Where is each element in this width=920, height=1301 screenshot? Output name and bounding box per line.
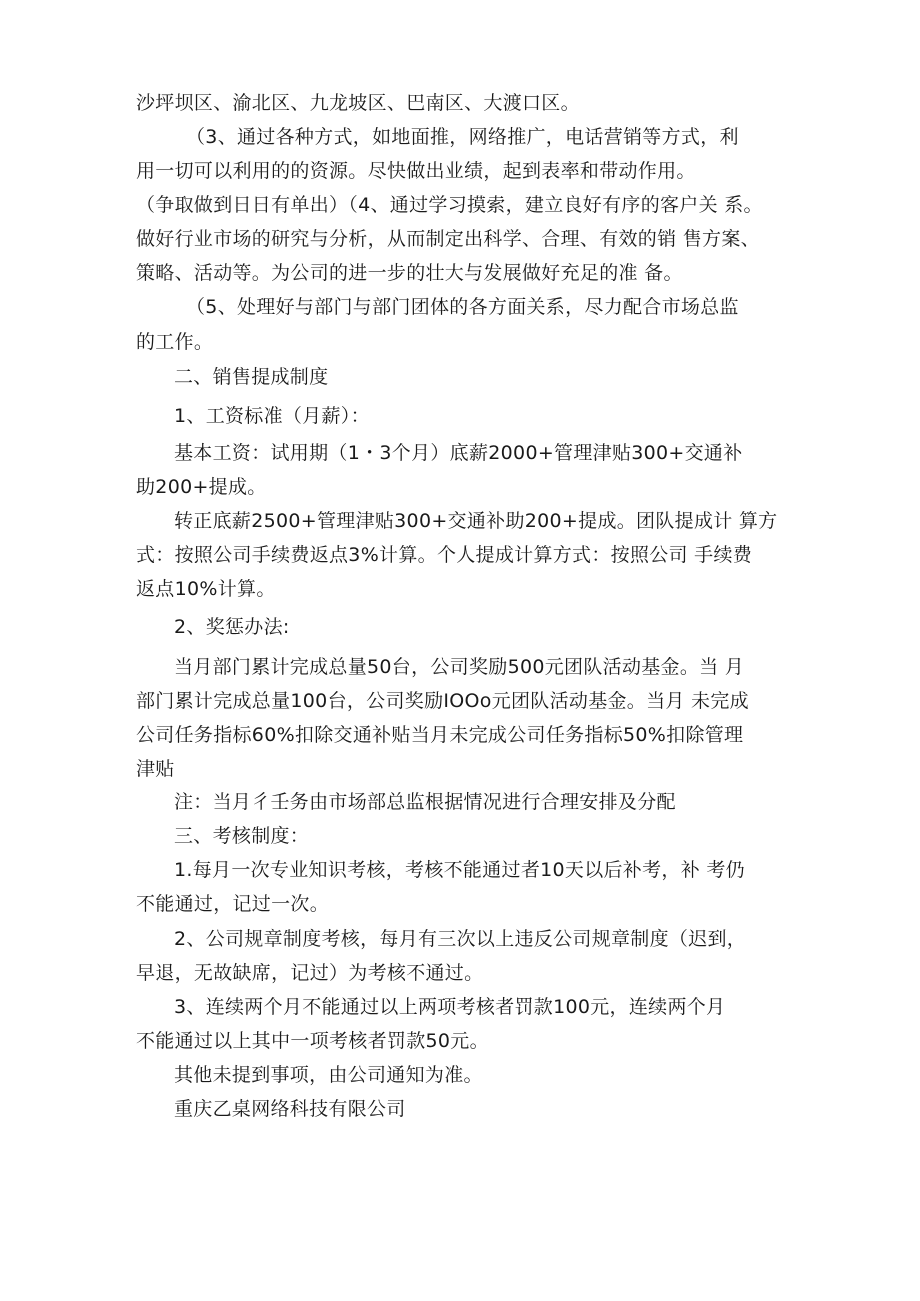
subsection-heading: 1、工资标准（月薪）：	[174, 405, 370, 427]
text-line: 部门累计完成总量100台，公司奖励IOOo元团队活动基金。当月 未完成	[136, 690, 749, 712]
text-line: （争取做到日日有单出）（4、通过学习摸索，建立良好有序的客户关 系。	[136, 194, 763, 216]
subsection-heading: 2、奖惩办法:	[174, 616, 290, 638]
text-line: 做好行业市场的研究与分析，从而制定出科学、合理、有效的销 售方案、	[136, 228, 760, 250]
text-line: 用一切可以利用的的资源。尽快做出业绩，起到表率和带动作用。	[136, 160, 696, 182]
text-line: 3、连续两个月不能通过以上两项考核者罚款100元，连续两个月	[174, 996, 726, 1018]
text-line: 当月部门累计完成总量50台，公司奖励500元团队活动基金。当 月	[174, 656, 745, 678]
text-line: 公司任务指标60%扣除交通补贴当月未完成公司任务指标50%扣除管理	[136, 724, 744, 746]
text-line: 助200+提成。	[136, 476, 267, 498]
text-line: 不能通过，记过一次。	[136, 893, 330, 915]
text-line: 2、公司规章制度考核，每月有三次以上违反公司规章制度（迟到，	[174, 928, 747, 950]
note-line: 注：当月彳壬务由市场部总监根据情况进行合理安排及分配	[174, 791, 676, 813]
text-line: 沙坪坝区、渝北区、九龙坡区、巴南区、大渡口区。	[136, 92, 580, 114]
section-heading: 二、销售提成制度	[174, 366, 329, 388]
text-line: （3、通过各种方式，如地面推，网络推广，电话营销等方式，利	[186, 126, 739, 148]
text-line: 基本工资：试用期（1・3个月）底薪2000+管理津贴300+交通补	[174, 442, 743, 464]
text-line: 返点10%计算。	[136, 578, 276, 600]
text-line: 的工作。	[136, 331, 214, 353]
text-line: 早退，无故缺席，记过）为考核不通过。	[136, 962, 484, 984]
text-line: 津贴	[136, 758, 175, 780]
company-signature: 重庆乙桌网络科技有限公司	[174, 1098, 406, 1120]
section-heading: 三、考核制度：	[174, 825, 310, 847]
text-line: （5、处理好与部门与部门团体的各方面关系，尽力配合市场总监	[186, 296, 739, 318]
text-line: 式：按照公司手续费返点3%计算。个人提成计算方式：按照公司 手续费	[136, 544, 753, 566]
text-line: 转正底薪2500+管理津贴300+交通补助200+提成。团队提成计 算方	[174, 510, 778, 532]
text-line: 策略、活动等。为公司的进一步的壮大与发展做好充足的准 备。	[136, 262, 683, 284]
text-line: 1.每月一次专业知识考核，考核不能通过者10天以后补考，补 考仍	[174, 859, 745, 881]
text-line: 不能通过以上其中一项考核者罚款50元。	[136, 1030, 489, 1052]
text-line: 其他未提到事项，由公司通知为准。	[174, 1064, 483, 1086]
